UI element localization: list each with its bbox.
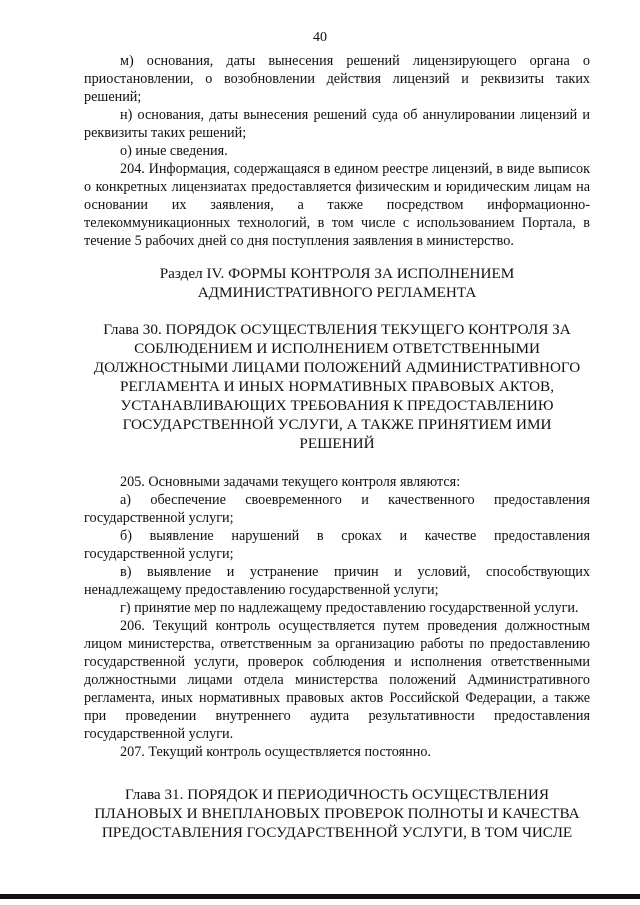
chapter-30-body bbox=[84, 473, 590, 761]
paragraph-204: 204. Информация, содержащаяся в едином реестре лицензий, в виде выписок о конкретных лицензиатах предоставляется физическим и юридическим лицам на основании их заявления, а также посредством информационно-телекоммуникационных технологий, в том числе с использованием Портала, в течение 5 рабочих дней со дня поступления заявления в министерство. bbox=[84, 161, 590, 249]
paragraph-207: 207. Текущий контроль осуществляется постоянно. bbox=[120, 744, 431, 760]
paragraph-n: н) основания, даты вынесения решений суда об аннулировании лицензий и реквизиты таких решений; bbox=[84, 107, 590, 141]
paragraph-205-b: б) выявление нарушений в сроках и качестве предоставления государственной услуги; bbox=[84, 528, 590, 562]
chapter-30-heading: Глава 30. ПОРЯДОК ОСУЩЕСТВЛЕНИЯ ТЕКУЩЕГО КОНТРОЛЯ ЗА СОБЛЮДЕНИЕМ И ИСПОЛНЕНИЕМ ОТВЕТСТВЕННЫМИ ДОЛЖНОСТНЫМИ ЛИЦАМИ ПОЛОЖЕНИЙ АДМИНИСТРАТИВНОГО РЕГЛАМЕНТА И ИНЫХ НОРМАТИВНЫХ ПРАВОВЫХ АКТОВ, УСТАНАВЛИВАЮЩИХ ТРЕБОВАНИЯ К ПРЕДОСТАВЛЕНИЮ ГОСУДАРСТВЕННОЙ УСЛУГИ, А ТАКЖЕ ПРИНЯТИЕМ ИМИ РЕШЕНИЙ bbox=[93, 321, 581, 452]
paragraph-205-a: а) обеспечение своевременного и качественного предоставления государственной услуги; bbox=[84, 492, 590, 526]
paragraph-205-g: г) принятие мер по надлежащему предоставлению государственной услуги. bbox=[120, 600, 579, 616]
paragraph-o: о) иные сведения. bbox=[120, 143, 228, 159]
page-bottom-border bbox=[0, 894, 640, 899]
paragraph-m: м) основания, даты вынесения решений лицензирующего органа о приостановлении, о возобновлении действия лицензий и реквизиты таких решений; bbox=[84, 53, 590, 105]
page-number: 40 bbox=[313, 30, 327, 45]
section-4-heading: Раздел IV. ФОРМЫ КОНТРОЛЯ ЗА ИСПОЛНЕНИЕМ АДМИНИСТРАТИВНОГО РЕГЛАМЕНТА bbox=[159, 265, 515, 301]
document-body bbox=[84, 52, 590, 842]
paragraph-205-v: в) выявление и устранение причин и условий, способствующих ненадлежащему предоставлению государственной услуги; bbox=[84, 564, 590, 598]
chapter-31-heading: Глава 31. ПОРЯДОК И ПЕРИОДИЧНОСТЬ ОСУЩЕСТВЛЕНИЯ ПЛАНОВЫХ И ВНЕПЛАНОВЫХ ПРОВЕРОК ПОЛНОТЫ И КАЧЕСТВА ПРЕДОСТАВЛЕНИЯ ГОСУДАРСТВЕННОЙ УСЛУГИ, В ТОМ ЧИСЛЕ bbox=[94, 786, 580, 841]
paragraph-205: 205. Основными задачами текущего контроля являются: bbox=[120, 474, 461, 490]
paragraph-206: 206. Текущий контроль осуществляется путем проведения должностным лицом министерства, ответственным за организацию работы по предоставлению государственной услуги, проверок соблюдения и исполнения ответственными должностными лицами отдела министерства положений Административного регламента, иных нормативных правовых актов Российской Федерации, а также при проведении внутреннего аудита результативности предоставления государственной услуги. bbox=[84, 618, 590, 742]
